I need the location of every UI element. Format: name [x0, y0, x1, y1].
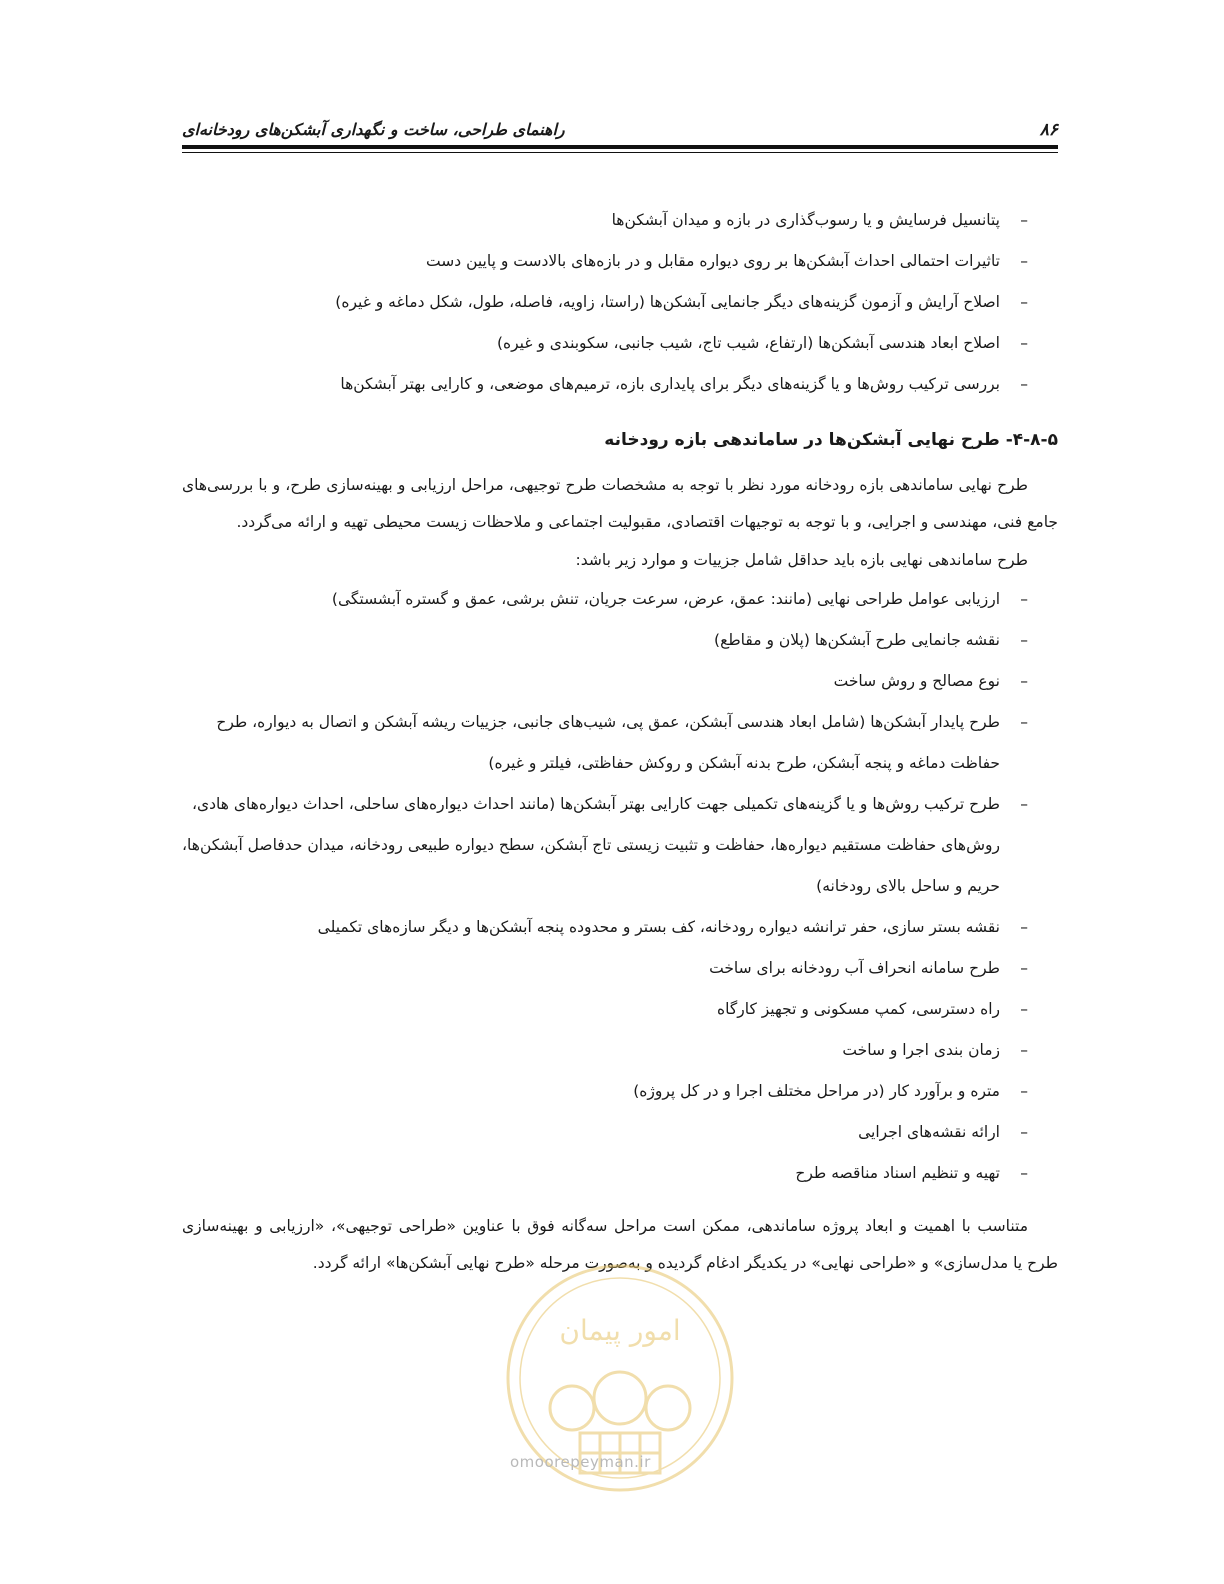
list-dash: –: [1020, 293, 1028, 311]
list-dash: –: [1020, 1000, 1028, 1018]
list-dash: –: [1020, 1041, 1028, 1059]
list-item-text: اصلاح ابعاد هندسی آبشکن‌ها (ارتفاع، شیب تاج، شیب جانبی، سکوبندی و غیره): [496, 334, 1000, 352]
section-bullet-list: [182, 579, 1058, 1194]
list-item: [182, 200, 1058, 241]
list-item: [182, 1030, 1058, 1071]
watermark-site: omoorepeyman.ir: [510, 1453, 651, 1471]
list-item: [182, 1112, 1058, 1153]
list-dash: –: [1020, 672, 1028, 690]
section-intro: طرح ساماندهی نهایی بازه باید حداقل شامل جزییات و موارد زیر باشد:: [575, 551, 1028, 569]
body-content: [182, 200, 1058, 1282]
list-dash: –: [1020, 252, 1028, 270]
list-item-text: تهیه و تنظیم اسناد مناقصه طرح: [795, 1164, 1000, 1182]
header-rule-thin: [182, 152, 1058, 153]
list-dash: –: [1020, 1164, 1028, 1182]
list-dash: –: [1020, 959, 1028, 977]
list-dash: –: [1020, 1082, 1028, 1100]
list-item-text: نقشه جانمایی طرح آبشکن‌ها (پلان و مقاطع): [714, 631, 1000, 649]
list-dash: –: [1020, 1123, 1028, 1141]
list-item-text: ارائه نقشه‌های اجرایی: [858, 1123, 1000, 1141]
list-item-text: طرح پایدار آبشکن‌ها (شامل ابعاد هندسی آبشکن، عمق پی، شیب‌های جانبی، جزییات ریشه آبشکن و اتصال به دیواره، طرح حفاظت دماغه و پنجه آبشکن، طرح بدنه آبشکن و روکش حفاظتی، فیلتر و غیره): [216, 713, 1000, 772]
list-item: [182, 364, 1058, 405]
watermark-logo-text: امور پیمان: [559, 1314, 681, 1347]
list-item: [182, 989, 1058, 1030]
list-item-text: نوع مصالح و روش ساخت: [833, 672, 1000, 690]
list-item: [182, 323, 1058, 364]
list-dash: –: [1020, 918, 1028, 936]
list-item: [182, 282, 1058, 323]
list-dash: –: [1020, 631, 1028, 649]
list-item-text: ارزیابی عوامل طراحی نهایی (مانند: عمق، عرض، سرعت جریان، تنش برشی، عمق و گستره آبشستگی): [331, 590, 1000, 608]
list-item: [182, 579, 1058, 620]
list-item-text: نقشه بستر سازی، حفر ترانشه دیواره رودخانه، کف بستر و محدوده پنجه آبشکن‌ها و دیگر سازه‌های تکمیلی: [317, 918, 1000, 936]
list-item-text: طرح ترکیب روش‌ها و یا گزینه‌های تکمیلی جهت کارایی بهتر آبشکن‌ها (مانند احداث دیواره‌های ساحلی، احداث دیواره‌های هادی، روش‌های حفاظت مستقیم دیواره‌ها، حفاظت و تثبیت زیستی تاج آبشکن، سطح دیواره طبیعی رودخانه، میدان حدفاصل آبشکن‌ها، حریم و ساحل بالای رودخانه): [182, 795, 1000, 895]
list-item: [182, 661, 1058, 702]
section-paragraph: طرح نهایی ساماندهی بازه رودخانه مورد نظر با توجه به مشخصات طرح توجیهی، مراحل ارزیابی و بهینه‌سازی طرح، و با بررسی‌های جامع فنی، مهندسی و اجرایی، و با توجه به توجیهات اقتصادی، مقبولیت اجتماعی و ملاحظات زیست محیطی تهیه و ارائه می‌گردد.: [182, 476, 1058, 531]
section-heading: ۴-۸-۵- طرح نهایی آبشکن‌ها در ساماندهی بازه رودخانه: [604, 430, 1058, 450]
list-dash: –: [1020, 375, 1028, 393]
list-item: [182, 1153, 1058, 1194]
list-item: [182, 620, 1058, 661]
list-item: [182, 241, 1058, 282]
list-item-text: اصلاح آرایش و آزمون گزینه‌های دیگر جانمایی آبشکن‌ها (راستا، زاویه، فاصله، طول، شکل دماغه و غیره): [335, 293, 1000, 311]
list-item: [182, 702, 1058, 784]
list-item: [182, 784, 1058, 907]
header-rule-thick: [182, 145, 1058, 149]
list-item: [182, 907, 1058, 948]
list-item-text: زمان بندی اجرا و ساخت: [842, 1041, 1000, 1059]
list-dash: –: [1020, 334, 1028, 352]
running-title: راهنمای طراحی، ساخت و نگهداری آبشکن‌های رودخانه‌ای: [182, 120, 565, 139]
list-dash: –: [1020, 713, 1028, 731]
list-item-text: بررسی ترکیب روش‌ها و یا گزینه‌های دیگر برای پایداری بازه، ترمیم‌های موضعی، و کارایی بهتر آبشکن‌ها: [340, 375, 1000, 393]
list-item-text: راه دسترسی، کمپ مسکونی و تجهیز کارگاه: [717, 1000, 1000, 1018]
page-number: ۸۶: [1039, 120, 1058, 140]
list-dash: –: [1020, 795, 1028, 813]
list-dash: –: [1020, 590, 1028, 608]
list-item-text: پتانسیل فرسایش و یا رسوب‌گذاری در بازه و میدان آبشکن‌ها: [611, 211, 1000, 229]
list-item-text: متره و برآورد کار (در مراحل مختلف اجرا و در کل پروژه): [633, 1082, 1000, 1100]
closing-paragraph: متناسب با اهمیت و ابعاد پروژه ساماندهی، ممکن است مراحل سه‌گانه فوق با عناوین «طراحی توجیهی»، «ارزیابی و بهینه‌سازی طرح یا مدل‌سازی» و «طراحی نهایی» در یکدیگر ادغام گردیده و به‌صورت مرحله «طرح نهایی آبشکن‌ها» ارائه گردد.: [182, 1217, 1058, 1272]
list-item: [182, 948, 1058, 989]
list-item: [182, 1071, 1058, 1112]
list-dash: –: [1020, 211, 1028, 229]
page-header: [182, 120, 1058, 146]
top-bullet-list: [182, 200, 1058, 405]
list-item-text: تاثیرات احتمالی احداث آبشکن‌ها بر روی دیواره مقابل و در بازه‌های بالادست و پایین دست: [426, 252, 1000, 270]
list-item-text: طرح سامانه انحراف آب رودخانه برای ساخت: [709, 959, 1000, 977]
